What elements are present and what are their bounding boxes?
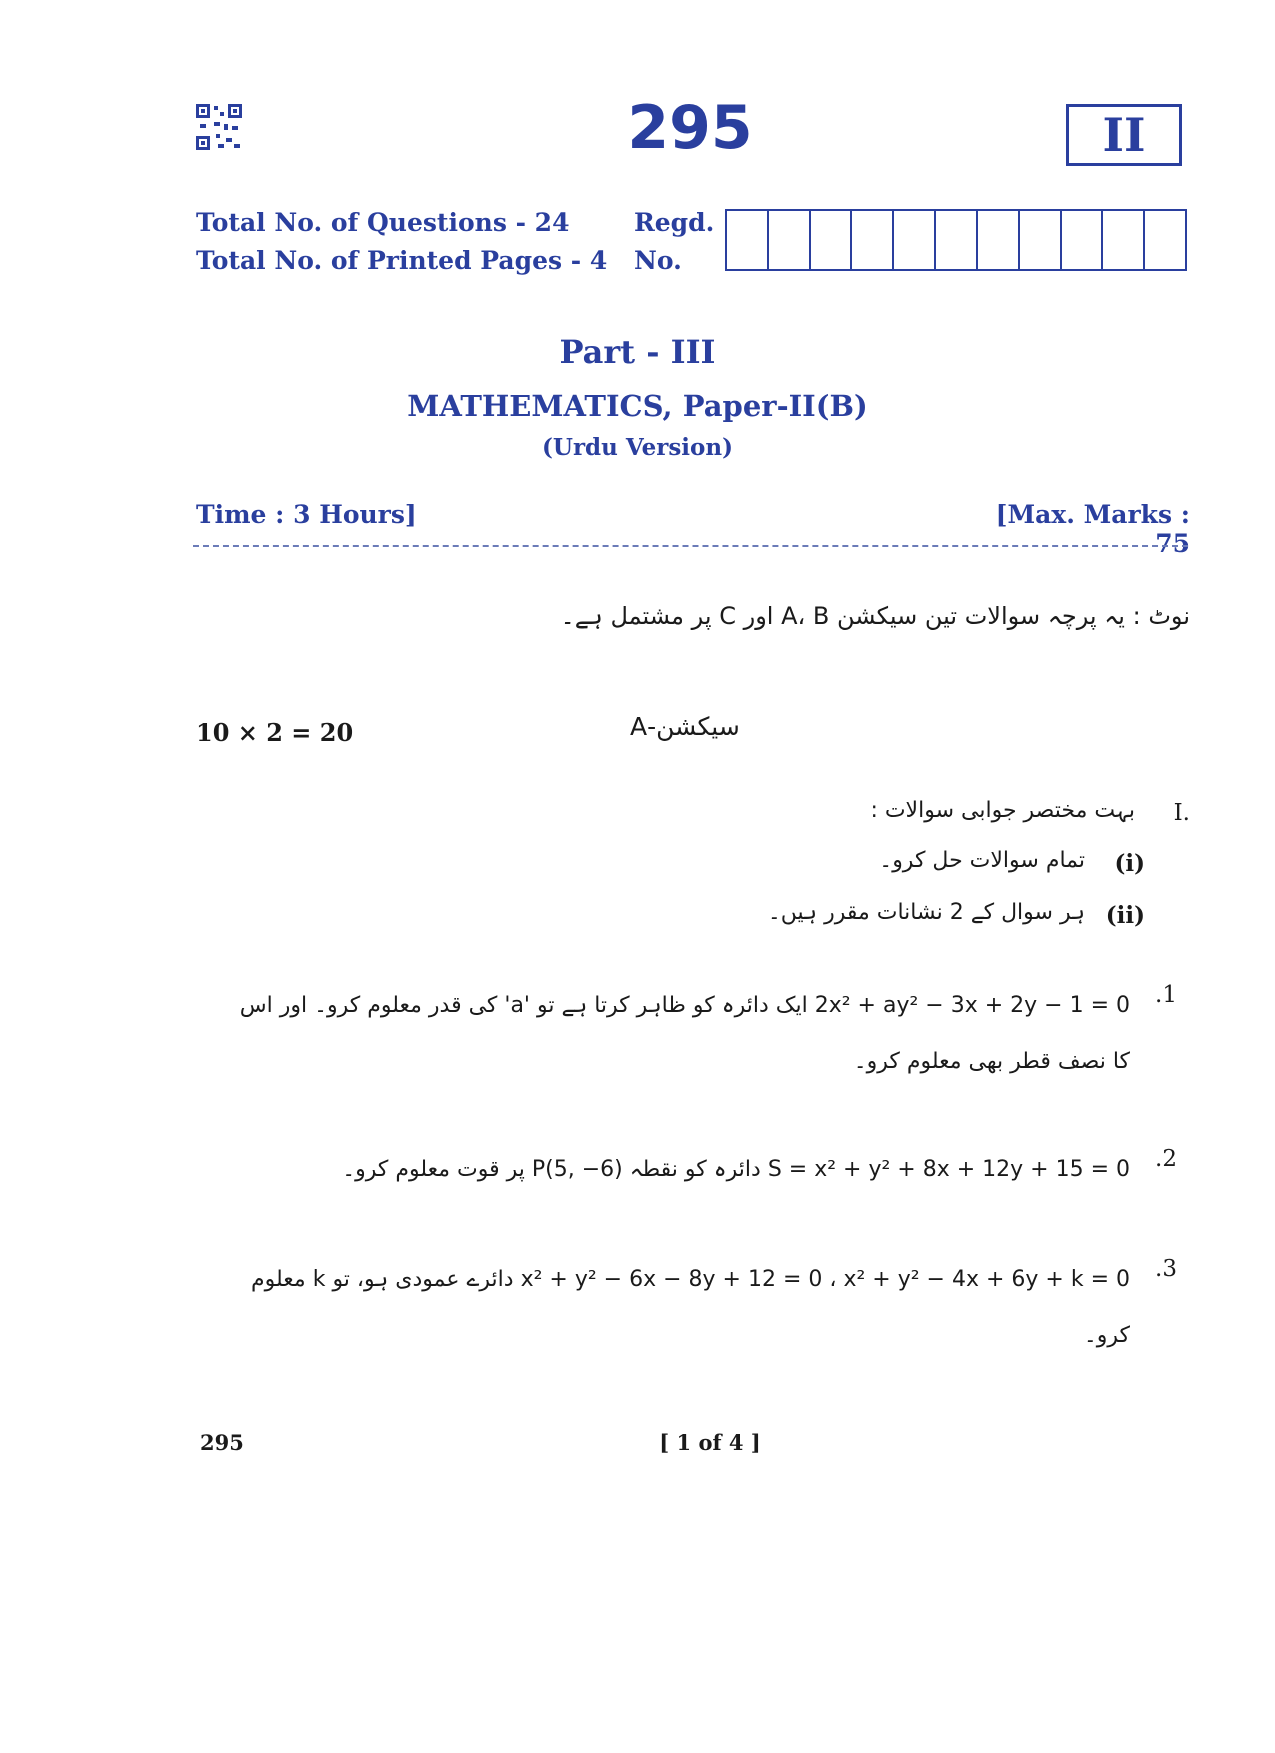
header-divider [193, 545, 1188, 547]
total-pages: Total No. of Printed Pages - 4 [196, 246, 608, 275]
subject-title: MATHEMATICS, Paper-II(B) [407, 389, 868, 423]
instruction-number: I. [1173, 800, 1190, 826]
regd-digit-box [1020, 211, 1062, 269]
regd-digit-box [1145, 211, 1185, 269]
regd-digit-box [978, 211, 1020, 269]
section-a-marks: 10 × 2 = 20 [196, 718, 354, 747]
instruction-item-number: (i) [1114, 850, 1145, 877]
set-label-box: II [1066, 104, 1182, 166]
registration-number-boxes [725, 209, 1187, 271]
regd-digit-box [769, 211, 811, 269]
question-number: .3 [1155, 1256, 1177, 1282]
regd-digit-box [1103, 211, 1145, 269]
paper-code: 295 [627, 93, 753, 163]
regd-digit-box [727, 211, 769, 269]
exam-note: نوٹ : یہ پرچہ سوالات تین سیکشن A، B اور C پر مشتمل ہے۔ [560, 602, 1190, 630]
regd-digit-box [936, 211, 978, 269]
question-number: .1 [1155, 982, 1177, 1008]
regd-digit-box [894, 211, 936, 269]
regd-digit-box [811, 211, 853, 269]
total-questions: Total No. of Questions - 24 [196, 208, 570, 237]
footer-paper-code: 295 [200, 1430, 244, 1455]
max-marks: [Max. Marks : 75 [995, 500, 1190, 558]
regd-digit-box [1062, 211, 1104, 269]
version-label: (Urdu Version) [542, 434, 733, 461]
footer-page-number: [ 1 of 4 ] [659, 1430, 761, 1455]
part-title: Part - III [559, 333, 716, 371]
question-text: S = x² + y² + 8x + 12y + 15 = 0 دائرہ کو نقطہ P(5, −6) پر قوت معلوم کرو۔ [342, 1157, 1130, 1182]
time-allowed: Time : 3 Hours] [196, 500, 417, 529]
question-text: x² + y² − 6x − 8y + 12 = 0 ، x² + y² − 4x + 6y + k = 0 دائرے عمودی ہو، تو k معلوم کرو۔ [251, 1267, 1130, 1348]
instruction-item-text: تمام سوالات حل کرو۔ [879, 848, 1085, 873]
instruction-item-number: (ii) [1105, 902, 1145, 929]
instruction-heading: بہت مختصر جوابی سوالات : [870, 798, 1135, 823]
question-text: 2x² + ay² − 3x + 2y − 1 = 0 ایک دائرہ کو ظاہر کرتا ہے تو 'a' کی قدر معلوم کرو۔ اور اس کا نصف قطر بھی معلوم کرو۔ [239, 993, 1130, 1074]
section-a-title: سیکشن-A [630, 712, 740, 741]
regd-digit-box [852, 211, 894, 269]
qr-code [196, 104, 242, 150]
regd-label-line1: Regd. [634, 208, 715, 237]
question-number: .2 [1155, 1146, 1177, 1172]
instruction-item-text: ہر سوال کے 2 نشانات مقرر ہیں۔ [767, 900, 1085, 925]
regd-label-line2: No. [634, 246, 682, 275]
